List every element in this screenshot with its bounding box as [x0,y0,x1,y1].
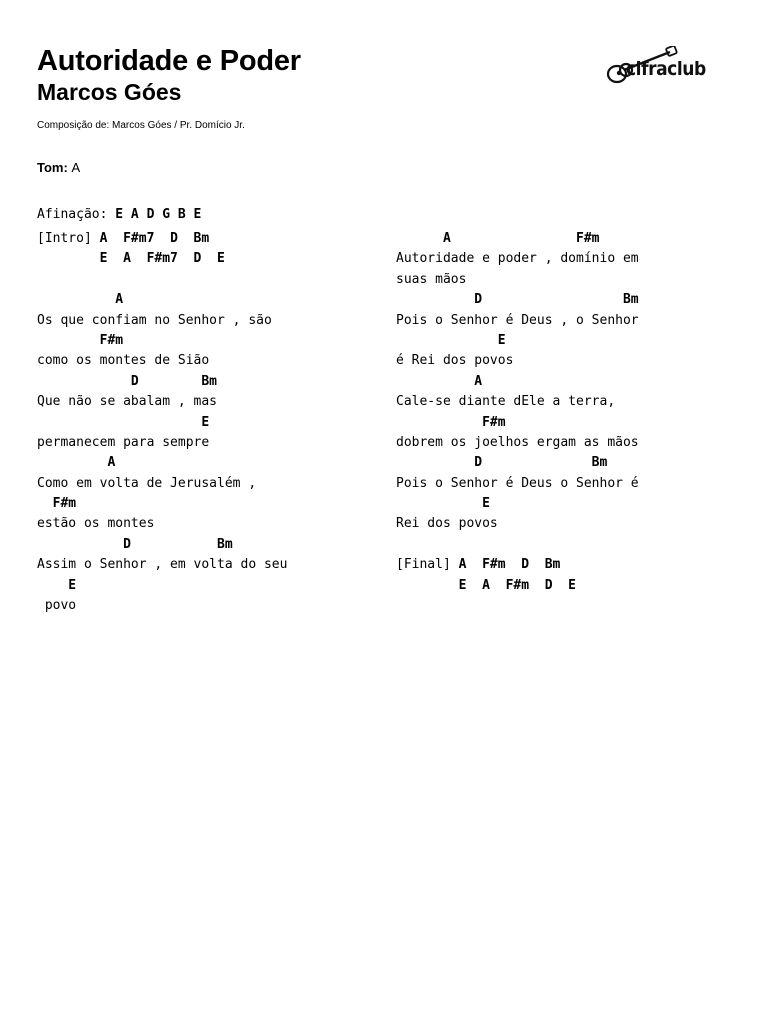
logo-text: cifraclub [626,58,706,80]
tuning [37,205,201,225]
key-label: Tom: [37,160,68,175]
tuning-notes: E A D G B E [115,207,202,222]
section-label: [Final] [396,557,451,573]
chord-line: F#m [37,332,124,348]
chord-line: A [37,455,116,471]
chord-line: F#m [37,496,77,512]
lyric-line: Assim o Senhor , em volta do seu [37,557,288,573]
blank-line [396,535,639,555]
key-value: A [71,160,81,175]
lyric-line: Como em volta de Jerusalém , [37,475,257,491]
song-title: Autoridade e Poder [37,45,301,77]
chord-line: E A F#m7 D E [37,251,225,267]
chord-line: A [37,292,124,308]
chord-line: E A F#m D E [396,577,577,593]
lyric-line: como os montes de Sião [37,353,210,369]
right-chord-column [396,229,639,596]
lyric-line: suas mãos [396,271,467,287]
chord-line: F#m [396,414,506,430]
chord-line: A [396,373,483,389]
chord-line: E [396,496,490,512]
lyric-line: povo [37,598,77,614]
tuning-label: Afinação: [37,207,108,222]
section-line [396,555,639,575]
chord-line: D Bm [37,373,218,389]
chord-line: D Bm [396,292,639,308]
section-label: [Intro] [37,231,92,246]
cifraclub-logo [604,46,724,90]
chord-line: D Bm [37,536,233,552]
composer-credit: Composição de: Marcos Góes / Pr. Domício Jr. [37,120,245,131]
lyric-line: Autoridade e poder , domínio em [396,251,639,267]
artist-name: Marcos Góes [37,79,182,105]
lyric-line: é Rei dos povos [396,353,514,369]
lyric-line: estão os montes [37,516,155,532]
lyric-line: Pois o Senhor é Deus o Senhor é [396,475,639,491]
blank-line [37,270,287,290]
chord-line: E [37,577,77,593]
song-key [37,160,80,176]
lyric-line: Cale-se diante dEle a terra, [396,394,616,410]
lyric-line: Rei dos povos [396,516,498,532]
lyric-line: permanecem para sempre [37,434,210,450]
chord-line: A F#m [396,231,600,246]
left-chord-column [37,229,287,616]
chord-line: A F#m7 D Bm [91,231,210,246]
chord-line: D Bm [396,455,608,471]
lyric-line: dobrem os joelhos ergam as mãos [396,434,639,450]
lyric-line: Os que confiam no Senhor , são [37,312,272,328]
section-line [37,229,287,249]
lyric-line: Que não se abalam , mas [37,394,218,410]
chord-line: E [37,414,210,430]
chord-line: A F#m D Bm [450,557,561,573]
chord-line: E [396,332,506,348]
lyric-line: Pois o Senhor é Deus , o Senhor [396,312,639,328]
